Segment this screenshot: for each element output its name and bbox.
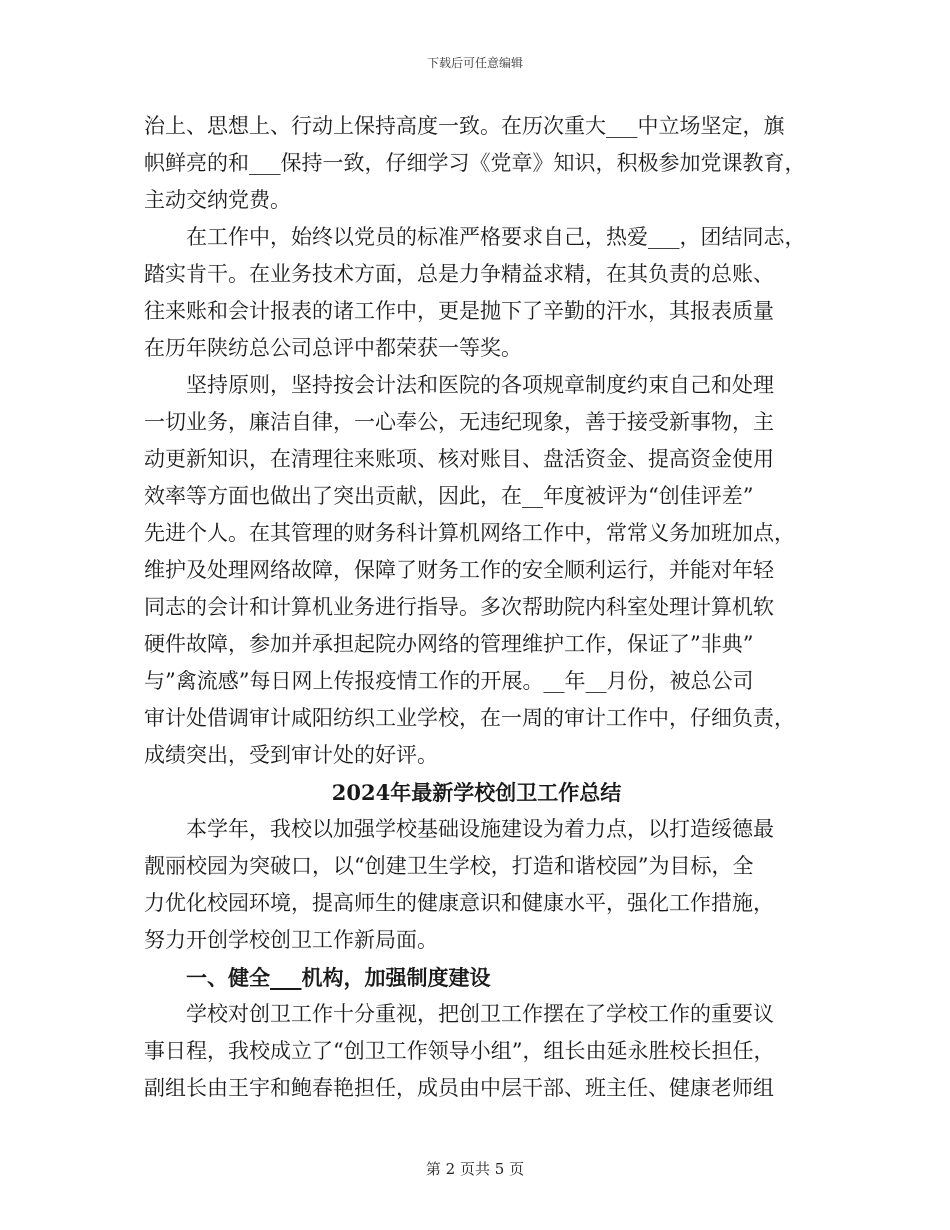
text-line: 往来账和会计报表的诸工作中，更是抛下了辛勤的汗水，其报表质量	[144, 299, 774, 323]
section-heading: 一、健全___机构，加强制度建设	[186, 965, 491, 990]
text-line: 本学年，我校以加强学校基础设施建设为着力点，以打造绥德最	[186, 817, 774, 841]
text-line: 副组长由王宇和鲍春艳担任，成员由中层干部、班主任、健康老师组	[144, 1076, 774, 1100]
text-line: 在工作中，始终以党员的标准严格要求自己，热爱___，团结同志，	[186, 225, 806, 249]
page-footer: 第 2 页共 5 页	[425, 1160, 525, 1178]
text-line: 治上、思想上、行动上保持高度一致。在历次重大___中立场坚定，旗	[144, 114, 785, 138]
text-line: 帜鲜亮的和___保持一致，仔细学习《党章》知识，积极参加党课教育，	[144, 151, 806, 175]
text-line: 踏实肯干。在业务技术方面，总是力争精益求精，在其负责的总账、	[144, 262, 774, 286]
document-body	[144, 108, 809, 1107]
text-line: 先进个人。在其管理的财务科计算机网络工作中，常常义务加班加点，	[144, 521, 795, 545]
text-line: 力优化校园环境，提高师生的健康意识和健康水平，强化工作措施，	[144, 891, 774, 915]
paragraph-block-1	[144, 108, 809, 774]
text-line: 一切业务，廉洁自律，一心奉公，无违纪现象，善于接受新事物，主	[144, 410, 774, 434]
text-line: 成绩突出，受到审计处的好评。	[144, 743, 438, 767]
text-line: 在历年陕纺总公司总评中都荣获一等奖。	[144, 336, 522, 360]
text-line: 主动交纳党费。	[144, 188, 291, 212]
text-line: 同志的会计和计算机业务进行指导。多次帮助院内科室处理计算机软	[144, 595, 774, 619]
text-line: 硬件故障，参加并承担起院办网络的管理维护工作，保证了”非典”	[144, 632, 754, 656]
text-line: 坚持原则，坚持按会计法和医院的各项规章制度约束自己和处理	[186, 373, 774, 397]
text-line: 学校对创卫工作十分重视，把创卫工作摆在了学校工作的重要议	[186, 1002, 774, 1026]
text-line: 维护及处理网络故障，保障了财务工作的安全顺利运行，并能对年轻	[144, 558, 774, 582]
paragraph-block-2	[144, 811, 809, 959]
text-line: 靓丽校园为突破口，以“创建卫生学校，打造和谐校园”为目标，全	[144, 854, 754, 878]
text-line: 与”禽流感”每日网上传报疫情工作的开展。__年__月份，被总公司	[144, 669, 754, 693]
text-line: 审计处借调审计咸阳纺织工业学校，在一周的审计工作中，仔细负责，	[144, 706, 795, 730]
text-line: 动更新知识，在清理往来账项、核对账目、盘活资金、提高资金使用	[144, 447, 774, 471]
paragraph-block-3	[144, 996, 809, 1107]
text-line: 效率等方面也做出了突出贡献，因此，在__年度被评为“创佳评差”	[144, 484, 754, 508]
text-line: 努力开创学校创卫工作新局面。	[144, 928, 438, 952]
text-line: 事日程，我校成立了“创卫工作领导小组”，组长由延永胜校长担任，	[144, 1039, 775, 1063]
page-header: 下载后可任意编辑	[426, 56, 523, 70]
article-title: 2024年最新学校创卫工作总结	[331, 780, 622, 805]
